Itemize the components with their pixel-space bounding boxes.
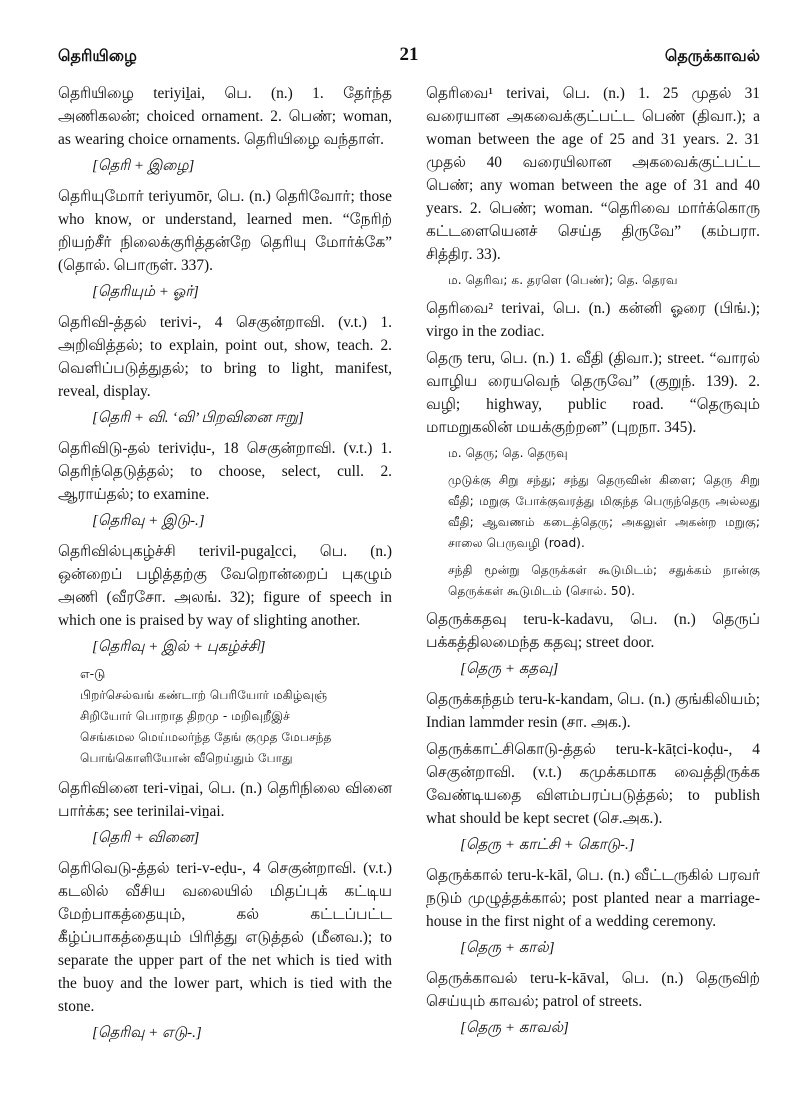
entry: தெருக்கதவு teru-k-kadavu, பெ. (n.) தெருப் பக்கத்திலமைந்த கதவு; street door. — [426, 611, 760, 651]
etymology: [தெரு + காவல்] — [460, 1020, 569, 1036]
page-header — [58, 42, 760, 82]
verse-line: பிறர்செல்வங் கண்டாற் பெரியோர் மகிழ்வுஞ் — [80, 688, 328, 702]
verse-line: பொங்கொளியோன் வீறெய்தும் போது — [80, 751, 293, 765]
entry: தெரிவில்புகழ்ச்சி terivil-pugaḻcci, பெ. (n.) ஒன்றைப் பழித்தற்கு வேறொன்றைப் புகழும் அணி (வீரசோ. அலங். 32); figure of speech in which one is praised by way of slighting another. — [58, 543, 392, 629]
etymology: [தெரி + இழை] — [92, 158, 195, 174]
etymology: [தெரு + கால்] — [460, 940, 555, 956]
cognate-note: ம. தெரு; தெ. தெருவு — [448, 446, 568, 460]
entry: தெரிவை¹ terivai, பெ. (n.) 1. 25 முதல் 31 வரையான அகவைக்குட்பட்ட பெண் (திவா.); a woman between the age of 25 and 31 years. 2. 31 முதல் 40 வரையிலான அகவைக்குட்பட்ட பெண்; any woman between the age of 31 and 40 years. 2. பெண்; woman. “தெரிவை மார்க்கொரு கட்டளையெனச் செய்த திருவே” (கம்பரா. சித்திர. 33). — [426, 85, 760, 263]
entry: தெருக்கால் teru-k-kāl, பெ. (n.) வீட்டருகில் பரவர் நடும் முழுத்தக்கால்; post planted near a marriage-house in the first night of a wedding ceremony. — [426, 867, 760, 930]
entry: தெருக்கந்தம் teru-k-kandam, பெ. (n.) குங்கிலியம்; Indian lammder resin (சா. அக.). — [426, 691, 760, 731]
etymology: [தெரிவு + இடு-.] — [92, 513, 205, 529]
entry: தெரிவெடு-த்தல் teri-v-eḍu-, 4 செகுன்றாவி. (v.t.) கடலில் வீசிய வலையில் மிதப்புக் கட்டிய மேற்பாகத்தையும், கல் கட்டப்பட்ட கீழ்ப்பாகத்தையும் பிரித்து எடுத்தல் (மீனவ.); to separate the upper part of the net which is tied with the buoy and the lower part, which is tied with the stone. — [58, 860, 392, 1015]
entry: தெரு teru, பெ. (n.) 1. வீதி (திவா.); street. “வாரல் வாழிய ரையவெந் தெருவே” (குறுந். 139). 2. வழி; highway, public road. “தெருவும் மாமறுகலின் மயக்குற்றன” (புறநா. 345). — [426, 350, 760, 436]
etymology: [தெரியும் + ஓர்] — [92, 284, 199, 300]
example-verse — [80, 685, 392, 769]
header-last-word: தெருக்காவல் — [664, 46, 760, 65]
header-first-word: தெரியிழை — [58, 46, 137, 65]
etymology: [தெரிவு + எடு-.] — [92, 1025, 202, 1041]
right-column — [426, 82, 760, 1052]
entry: தெருக்காவல் teru-k-kāval, பெ. (n.) தெருவிற் செய்யும் காவல்; patrol of streets. — [426, 970, 760, 1010]
verse-line: சிறியோர் பொறாத திறமு - மறிவுறீஇச் — [80, 709, 290, 723]
entry: தெரிவிடு-தல் teriviḍu-, 18 செகுன்றாவி. (v.t.) 1. தெரிந்தெடுத்தல்; to choose, select, cull. 2. ஆராய்தல்; to examine. — [58, 440, 392, 503]
usage-note: சந்தி மூன்று தெருக்கள் கூடுமிடம்; சதுக்கம் நான்கு தெருக்கள் கூடுமிடம் (சொல். 50). — [448, 563, 760, 598]
entry: தெரியுமோர் teriyumōr, பெ. (n.) தெரிவோர்; those who know, or understand, learned men. “நேரிற் றியற்சீர் நிலைக்குரித்தன்றே தெரியு மோர்க்கே” (தொல். பொருள். 337). — [58, 188, 392, 274]
etymology: [தெரு + கதவு] — [460, 661, 559, 677]
entry: தெரிவி-த்தல் terivi-, 4 செகுன்றாவி. (v.t.) 1. அறிவித்தல்; to explain, point out, show, teach. 2. வெளிப்படுத்துதல்; to bring to light, manifest, reveal, display. — [58, 314, 392, 400]
entry: தெரிவினை teri-viṉai, பெ. (n.) தெரிநிலை வினை பார்க்க; see terinilai-viṉai. — [58, 780, 392, 820]
usage-note: முடுக்கு சிறு சந்து; சந்து தெருவின் கிளை; தெரு சிறு வீதி; மறுகு போக்குவரத்து மிகுந்த பெருந்தெரு அல்லது வீதி; ஆவணம் கடைத்தெரு; அகலுள் அகன்ற மறுகு; சாலை பெருவழி (road). — [448, 473, 760, 550]
left-column — [58, 82, 392, 1052]
entry: தெரிவை² terivai, பெ. (n.) கன்னி ஓரை (பிங்.); virgo in the zodiac. — [426, 300, 760, 340]
etymology: [தெரிவு + இல் + புகழ்ச்சி] — [92, 639, 266, 655]
cognate-note: ம. தெரிவ; க. தரளெ (பெண்); தெ. தெரவ — [448, 273, 678, 287]
etymology: [தெரு + காட்சி + கொடு-.] — [460, 837, 635, 853]
entry: தெரியிழை teriyiḻai, பெ. (n.) 1. தேர்ந்த அணிகலன்; choiced ornament. 2. பெண்; woman, as wearing choice ornaments. தெரியிழை வந்தாள். — [58, 85, 392, 148]
verse-line: செங்கமல மெய்மலர்ந்த தேங் குமுத மேபசந்த — [80, 730, 332, 744]
entry: தெருக்காட்சிகொடு-த்தல் teru-k-kāṭci-koḍu-, 4 செகுன்றாவி. (v.t.) கமுக்கமாக வைத்திருக்க வேண்டியதை விளம்பரப்படுத்தல்; to publish what should be kept secret (செ.அக.). — [426, 741, 760, 827]
example-label: எ-டு — [80, 666, 106, 681]
page-number: 21 — [399, 44, 419, 65]
etymology: [தெரி + வினை] — [92, 830, 200, 846]
etymology: [தெரி + வி. ‘வி’ பிறவினை ஈறு] — [92, 410, 304, 426]
